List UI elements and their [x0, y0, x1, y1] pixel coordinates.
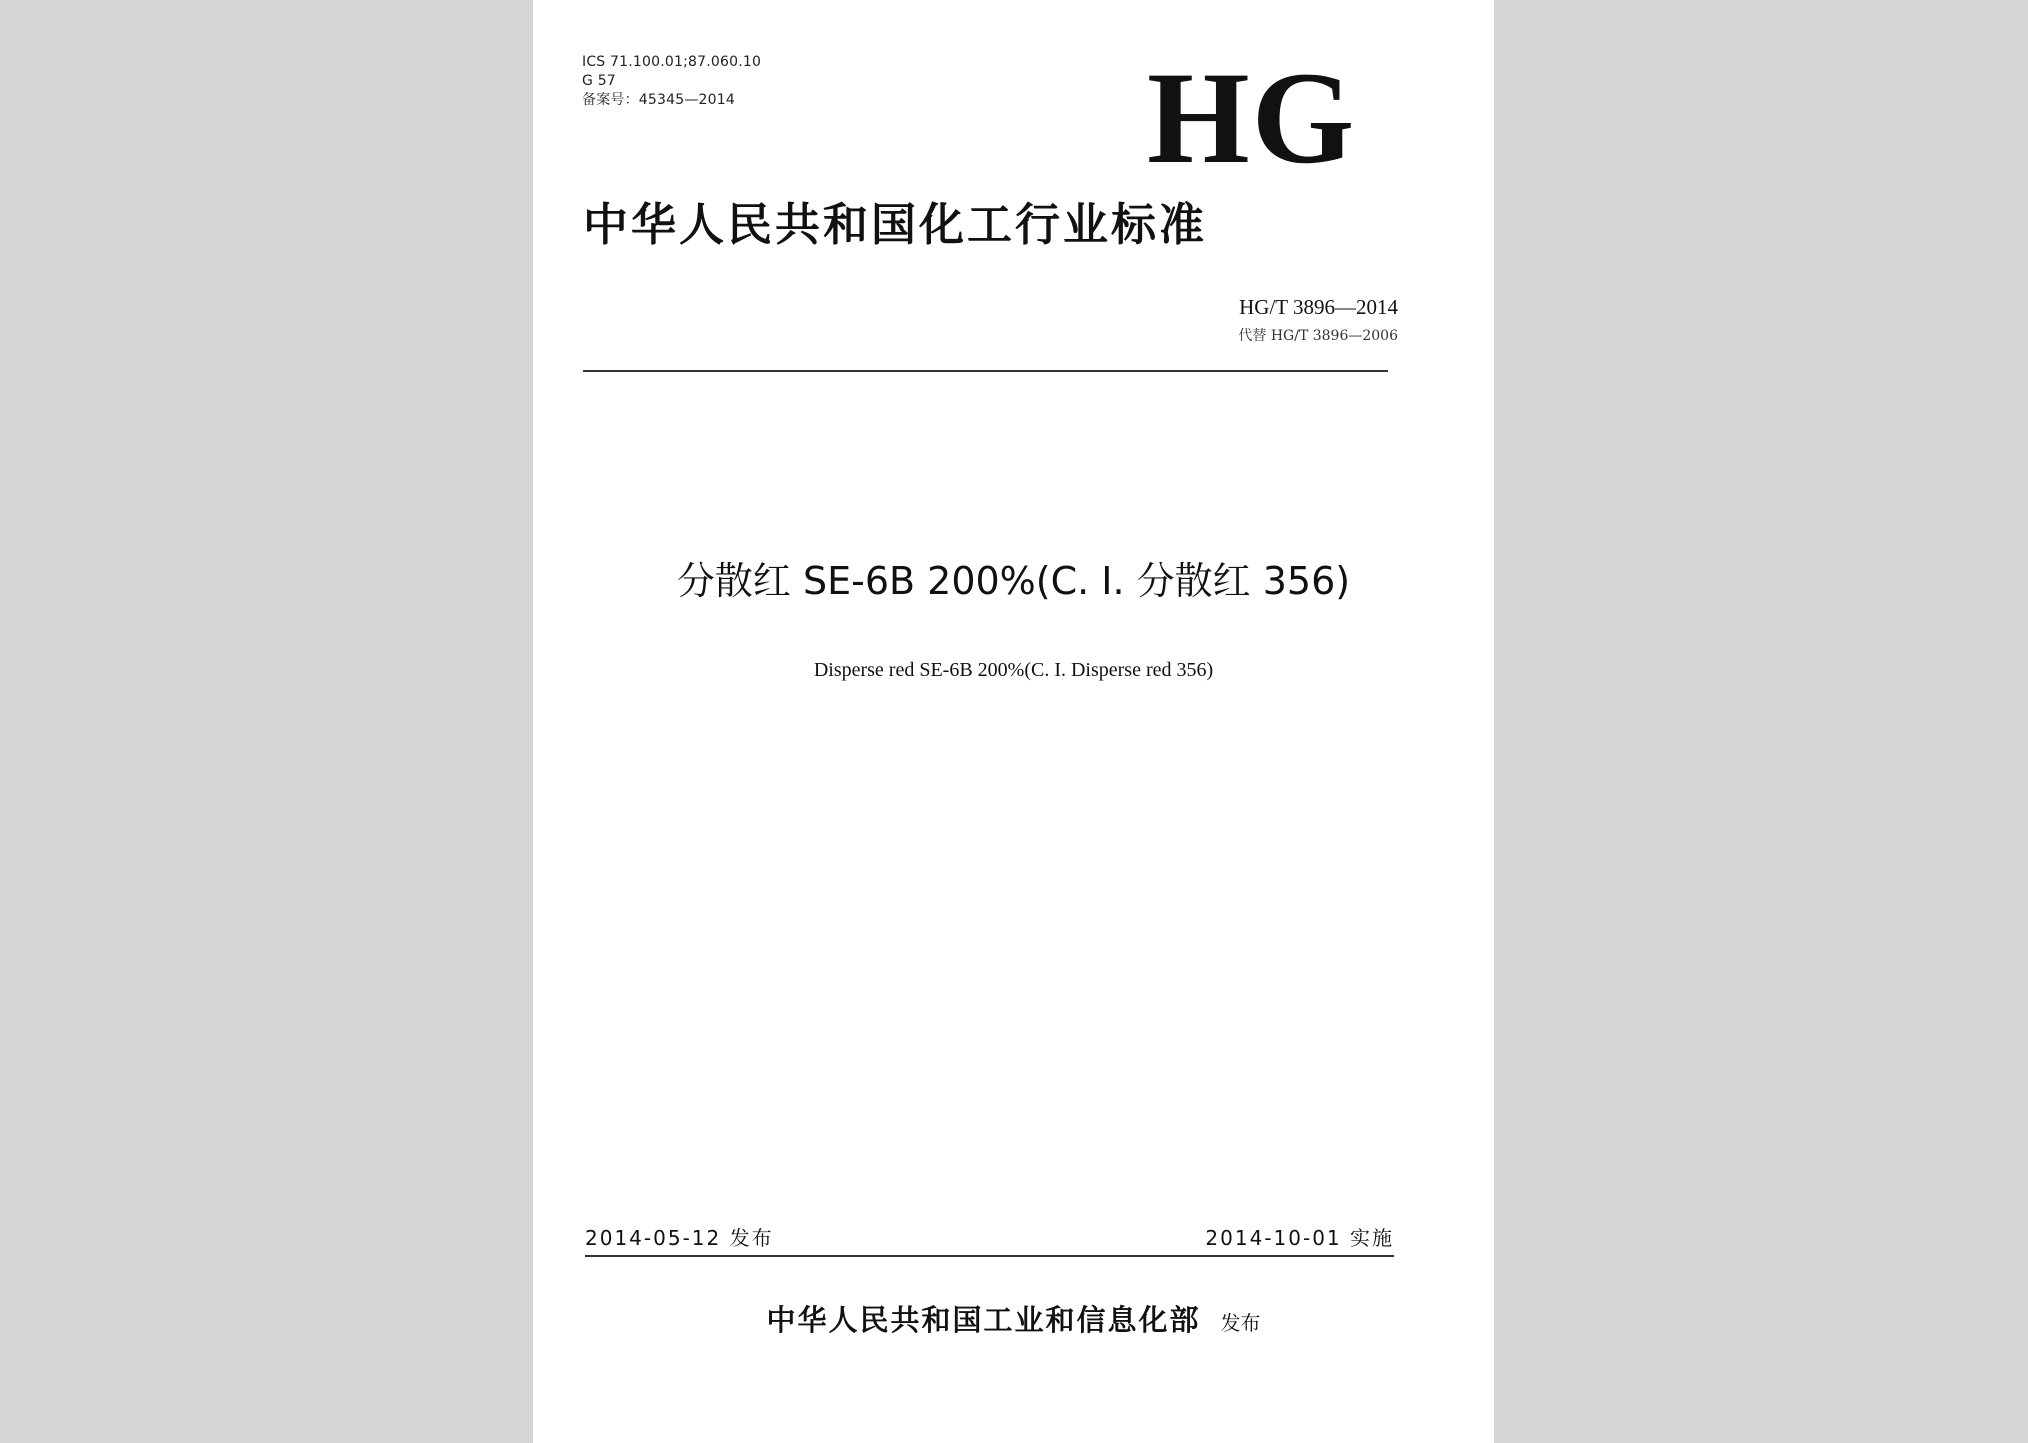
issue-date: 2014-05-12 发布 — [585, 1226, 774, 1250]
issuer-line — [533, 1301, 1494, 1342]
issuer-name: 中华人民共和国工业和信息化部 — [766, 1303, 1201, 1337]
filing-number: 备案号：45345—2014 — [582, 92, 735, 108]
document-page — [533, 0, 1494, 1443]
standard-title: 中华人民共和国化工行业标准 — [583, 198, 1208, 251]
ics-code: ICS 71.100.01;87.060.10 — [582, 54, 762, 70]
document-title-chinese: 分散红 SE-6B 200%(C. I. 分散红 356) — [676, 559, 1351, 603]
standard-number: HG/T 3896—2014 — [1239, 295, 1398, 319]
hg-logo: HG — [1147, 44, 1357, 191]
header-divider — [583, 370, 1388, 372]
effective-date: 2014-10-01 实施 — [1205, 1226, 1394, 1250]
footer-divider — [585, 1255, 1394, 1257]
issuer-action: 发布 — [1220, 1311, 1261, 1335]
replaces-standard: 代替 HG/T 3896—2006 — [1238, 328, 1398, 344]
classification-block — [582, 53, 761, 110]
ccs-code: G 57 — [582, 73, 616, 89]
document-title-english: Disperse red SE-6B 200%(C. I. Disperse red 356) — [813, 659, 1214, 681]
